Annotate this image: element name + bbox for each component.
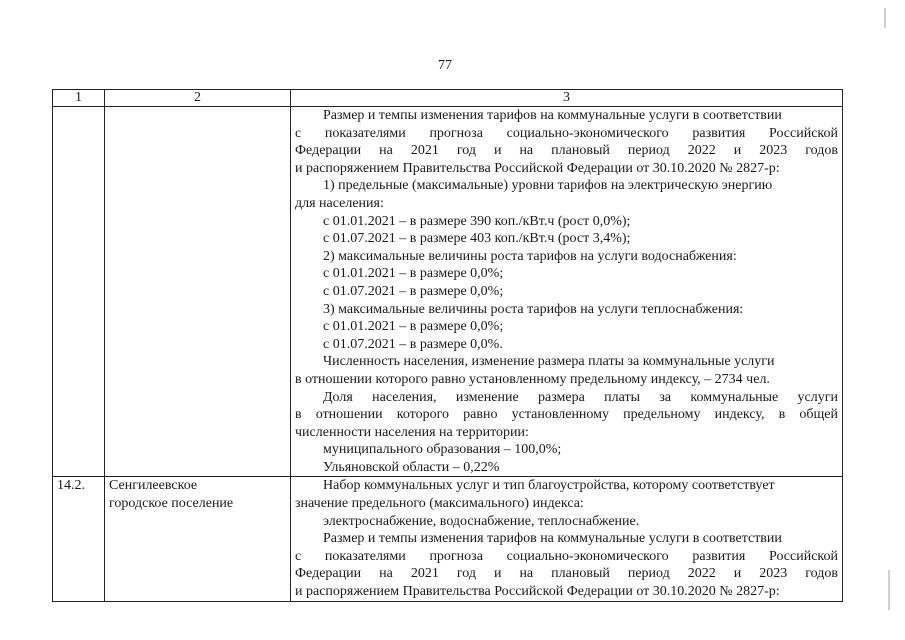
scan-edge-mark (884, 8, 886, 28)
text-line: и распоряжением Правительства Российской Федерации от 30.10.2020 № 2827-р: (295, 584, 780, 600)
text-line: с показателями прогноза социально-экономического развития Российской (295, 125, 838, 141)
text-line: Федерации на 2021 год и на плановый период 2022 и 2023 годов (295, 143, 838, 159)
settlement-name (105, 477, 291, 601)
text-line: Ульяновской области – 0,22% (323, 459, 500, 475)
text-line: для населения: (295, 195, 384, 211)
row-description (291, 477, 843, 601)
scan-edge-mark (888, 570, 890, 610)
text-line: с показателями прогноза социально-экономического развития Российской (295, 548, 838, 564)
text-line: с 01.07.2021 – в размере 403 коп./кВт.ч (рост 3,4%); (323, 231, 631, 247)
text-line: 2) максимальные величины роста тарифов на услуги водоснабжения: (323, 248, 737, 264)
settlement-name (105, 107, 291, 477)
table-row (53, 107, 843, 477)
row-number (53, 107, 105, 477)
text-line: Численность населения, изменение размера платы за коммунальные услуги (323, 354, 775, 370)
text-line: Размер и темпы изменения тарифов на коммунальные услуги в соответствии (323, 531, 782, 547)
text-line: в отношении которого равно установленному предельному индексу, – 2734 чел. (295, 371, 770, 387)
text-line: 3) максимальные величины роста тарифов на услуги теплоснабжения: (323, 301, 744, 317)
text-line: с 01.01.2021 – в размере 0,0%; (323, 266, 504, 282)
table-header-row (53, 90, 843, 107)
table-row (53, 477, 843, 601)
text-line: с 01.07.2021 – в размере 0,0%. (323, 336, 503, 352)
row-description (291, 107, 843, 477)
settlement-name-line: Сенгилеевское (109, 478, 198, 494)
text-line: численности населения на территории: (295, 424, 529, 440)
text-line: с 01.07.2021 – в размере 0,0%; (323, 283, 504, 299)
text-line: значение предельного (максимального) индекса: (295, 496, 584, 512)
text-line: электроснабжение, водоснабжение, теплоснабжение. (323, 513, 640, 529)
text-line: и распоряжением Правительства Российской Федерации от 30.10.2020 № 2827-р: (295, 160, 780, 176)
text-line: Доля населения, изменение размера платы за коммунальные услуги (323, 389, 838, 405)
page-number: 77 (438, 58, 452, 73)
row-number: 14.2. (53, 477, 105, 601)
text-line: Размер и темпы изменения тарифов на коммунальные услуги в соответствии (323, 108, 782, 123)
text-line: с 01.01.2021 – в размере 0,0%; (323, 319, 504, 335)
text-line: в отношении которого равно установленному предельному индексу, в общей (295, 407, 838, 423)
settlement-name-line: городское поселение (109, 496, 234, 512)
text-line: Набор коммунальных услуг и тип благоустройства, которому соответствует (323, 478, 775, 494)
header-col-1: 1 (53, 90, 105, 107)
header-col-3: 3 (291, 90, 843, 107)
text-line: 1) предельные (максимальные) уровни тарифов на электрическую энергию (323, 178, 773, 194)
text-line: с 01.01.2021 – в размере 390 коп./кВт.ч (рост 0,0%); (323, 213, 631, 229)
text-line: муниципального образования – 100,0%; (323, 442, 562, 458)
text-line: Федерации на 2021 год и на плановый период 2022 и 2023 годов (295, 566, 838, 582)
header-col-2: 2 (105, 90, 291, 107)
tariff-table (52, 89, 843, 602)
